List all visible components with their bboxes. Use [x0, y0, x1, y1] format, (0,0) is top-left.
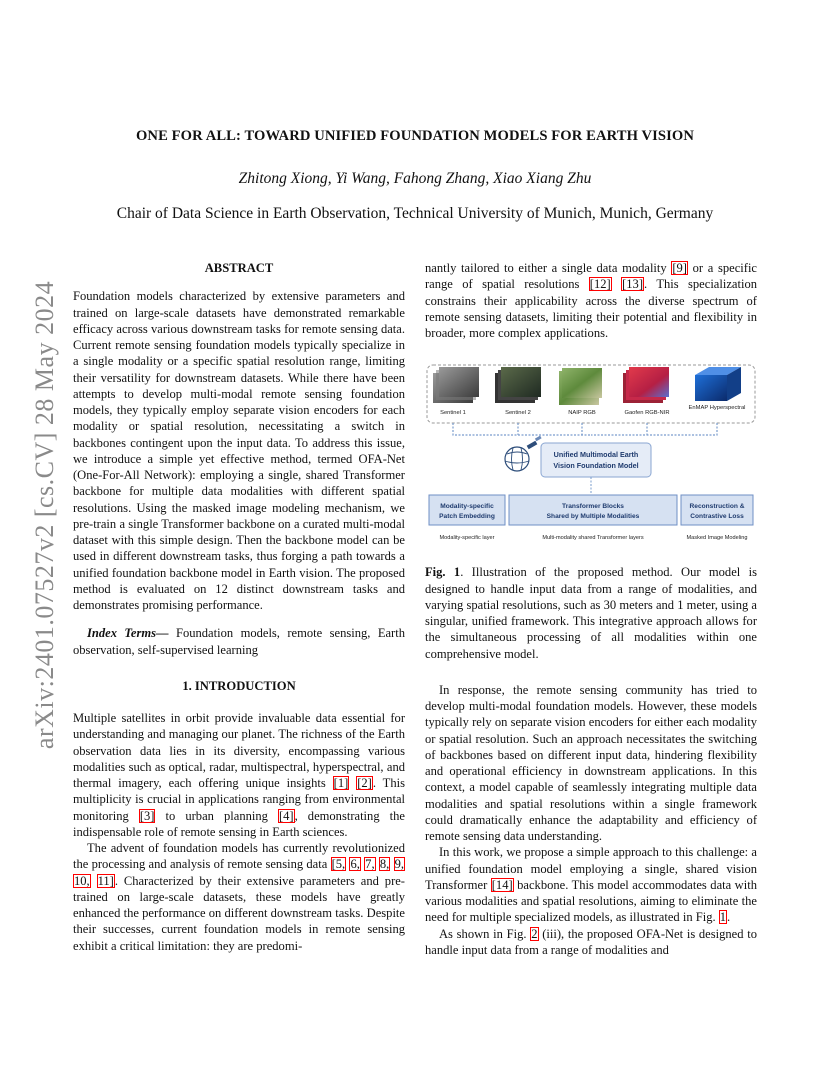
figure-link[interactable]: 1 [719, 910, 727, 925]
intro-paragraph-5: As shown in Fig. 2 (iii), the proposed OFA-Net is designed to handle input data from a range of modalities and [425, 926, 757, 957]
foundation-model-box [541, 443, 651, 477]
introduction-heading: 1. INTRODUCTION [182, 678, 296, 693]
modality-label: EnMAP Hyperspectral [688, 405, 746, 412]
reconstruction-loss-box [681, 495, 753, 525]
intro-paragraph-2: The advent of foundation models has currently revolutionized the processing and analysis of remote sensing data [5, 6, 7, 8, 9, 10, 11]. Characterized by their extensive parameters and pre-trained on large-scale datasets, these models have greatly enhanced the performance on different downstream tasks. Despite their successes, current foundation models in remote sensing exhibit a critical limitation: they are predomi- [73, 841, 405, 953]
intro-paragraph-4: In this work, we propose a simple approach to this challenge: a unified foundation model employing a single, shared vision Transformer [14] backbone. This model accommodates data with various modalities and spatial resolutions, aiming to eliminate the need for multiple specialized models, as illustrated in Fig. 1. [425, 845, 757, 925]
modality-label: Sentinel 2 [505, 410, 531, 417]
reconstruction-loss-label: Contrastive Loss [690, 513, 744, 521]
connector-lines [453, 423, 717, 435]
citation-link[interactable]: [1] [333, 776, 349, 790]
layer-caption: Masked Image Modeling [686, 535, 748, 542]
abstract-heading: ABSTRACT [204, 261, 274, 275]
author-list: Zhitong Xiong, Yi Wang, Fahong Zhang, Xiao Xiang Zhu [238, 170, 592, 187]
transformer-blocks-label: Transformer Blocks [562, 503, 624, 511]
citation-link[interactable]: 11] [97, 873, 114, 888]
layer-caption: Modality-specific layer [439, 535, 495, 542]
arxiv-identifier: arXiv:2401.07527v2 [cs.CV] 28 May 2024 [30, 280, 59, 750]
modality-label: NAIP RGB [568, 410, 596, 417]
patch-embedding-box [429, 495, 505, 525]
earth-satellite-icon [505, 436, 542, 471]
gaofen-thumbnail [623, 367, 669, 403]
paper-title: ONE FOR ALL: TOWARD UNIFIED FOUNDATION MODELS FOR EARTH VISION [135, 128, 695, 144]
right-column [425, 260, 757, 958]
citation-link[interactable]: [9] [672, 261, 687, 275]
figure-link[interactable]: 2 [531, 926, 538, 941]
reconstruction-loss-label: Reconstruction & [689, 503, 745, 511]
enmap-cube [695, 367, 741, 401]
citation-link[interactable]: [14] [491, 877, 513, 892]
citation-link[interactable]: 10, [74, 873, 90, 888]
sentinel1-thumbnail [433, 367, 479, 403]
figure-1-diagram [425, 363, 757, 548]
citation-link[interactable]: [13] [622, 277, 643, 292]
intro-paragraph-3: In response, the remote sensing community has tried to develop multi-modal foundation models. However, these models typically rely on separate vision encoders for either each modality or spatial resolution. Such an approach necessitates the switching of backbones based on different input data, hindering flexibility and operational efficiency in downstream applications. In this context, a model capable of seamlessly integrating multiple data modalities and spatial resolutions within a single framework could dramatically enhance the adaptability and efficiency of remote sensing data understanding. [425, 682, 757, 843]
figure-1-caption: Fig. 1. Illustration of the proposed method. Our model is designed to handle input data from a range of modalities, and varying spatial resolutions, such as 30 meters and 1 meter, using a singular, unified framework. This integrative approach allows for the simultaneous processing of all modalities within one comprehensive model. [425, 565, 757, 661]
abstract-text: Foundation models characterized by extensive parameters and trained on large-scale datasets have demonstrated remarkable efficacy across various downstream tasks for remote sensing data. Current remote sensing foundation models typically specialize in a single modality or a specific spatial resolution range, limiting their versatility for downstream datasets. While there have been attempts to develop multi-modal remote sensing foundation models, they typically employ separate vision encoders for each modality or spatial resolution, necessitating a switch in backbones contingent upon the input data. To address this issue, we introduce a simple yet effective method, termed OFA-Net (One-For-All Network): employing a single, shared Transformer backbone for multiple data modalities with different spatial resolutions. Using the masked image modeling mechanism, we pre-train a single Transformer backbone on a curated multi-modal dataset with this simple design. Then the backbone model can be used in different downstream tasks, thus forging a path towards a unified foundation backbone model in Earth vision. The proposed method is evaluated on 12 distinct downstream tasks and demonstrates promising performance. [73, 289, 405, 612]
patch-embedding-label: Patch Embedding [439, 513, 495, 521]
sentinel2-thumbnail [495, 367, 541, 403]
index-terms-label: Index Terms— [87, 626, 169, 641]
naip-rgb-thumbnail [559, 368, 602, 405]
figure-1 [425, 363, 757, 548]
index-terms [73, 625, 405, 658]
citation-link[interactable]: [2] [357, 776, 372, 790]
citation-link[interactable]: 6, [350, 857, 360, 872]
layer-caption: Multi-modality shared Transformer layers [542, 535, 644, 542]
modality-label: Gaofen RGB-NIR [624, 410, 670, 417]
foundation-model-label: Vision Foundation Model [553, 461, 639, 471]
citation-link[interactable]: [12] [589, 277, 611, 292]
intro-paragraph-2-continued: nantly tailored to either a single data modality [9] or a specific range of spatial resolutions [12] [13]. This specialization constrains their applicability across the diverse spectrum of remote sensing datasets, limiting their potential and flexibility in broader, more complex applications. [425, 261, 758, 340]
citation-link[interactable]: [5, [331, 857, 346, 872]
index-terms-text: Foundation models, remote sensing, Earth observation, self-supervised learning [73, 626, 405, 657]
citation-link[interactable]: 9, [394, 857, 404, 872]
left-column [73, 260, 405, 954]
foundation-model-label: Unified Multimodal Earth [553, 450, 639, 460]
affiliation: Chair of Data Science in Earth Observation, Technical University of Munich, Munich, Germany [116, 205, 714, 222]
citation-link[interactable]: 8, [379, 857, 390, 872]
patch-embedding-label: Modality-specific [440, 503, 494, 511]
intro-paragraph-1: Multiple satellites in orbit provide invaluable data essential for understanding and managing our planet. The richness of the Earth observation data lies in its diversity, encompassing various modalities such as optical, radar, multispectral, hyperspectral, and thermal imagery, each offering unique insights [1] [2]. This multiplicity is crucial in applications ranging from environmental monitoring [3] to urban planning [4], demonstrating the indispensable role of remote sensing in Earth sciences. [73, 711, 405, 839]
citation-link[interactable]: [4] [278, 808, 294, 823]
citation-link[interactable]: [3] [139, 808, 155, 823]
transformer-blocks-box [509, 495, 677, 525]
transformer-blocks-label: Shared by Multiple Modalities [546, 513, 640, 521]
modality-label: Sentinel 1 [440, 410, 466, 417]
citation-link[interactable]: 7, [365, 857, 375, 872]
